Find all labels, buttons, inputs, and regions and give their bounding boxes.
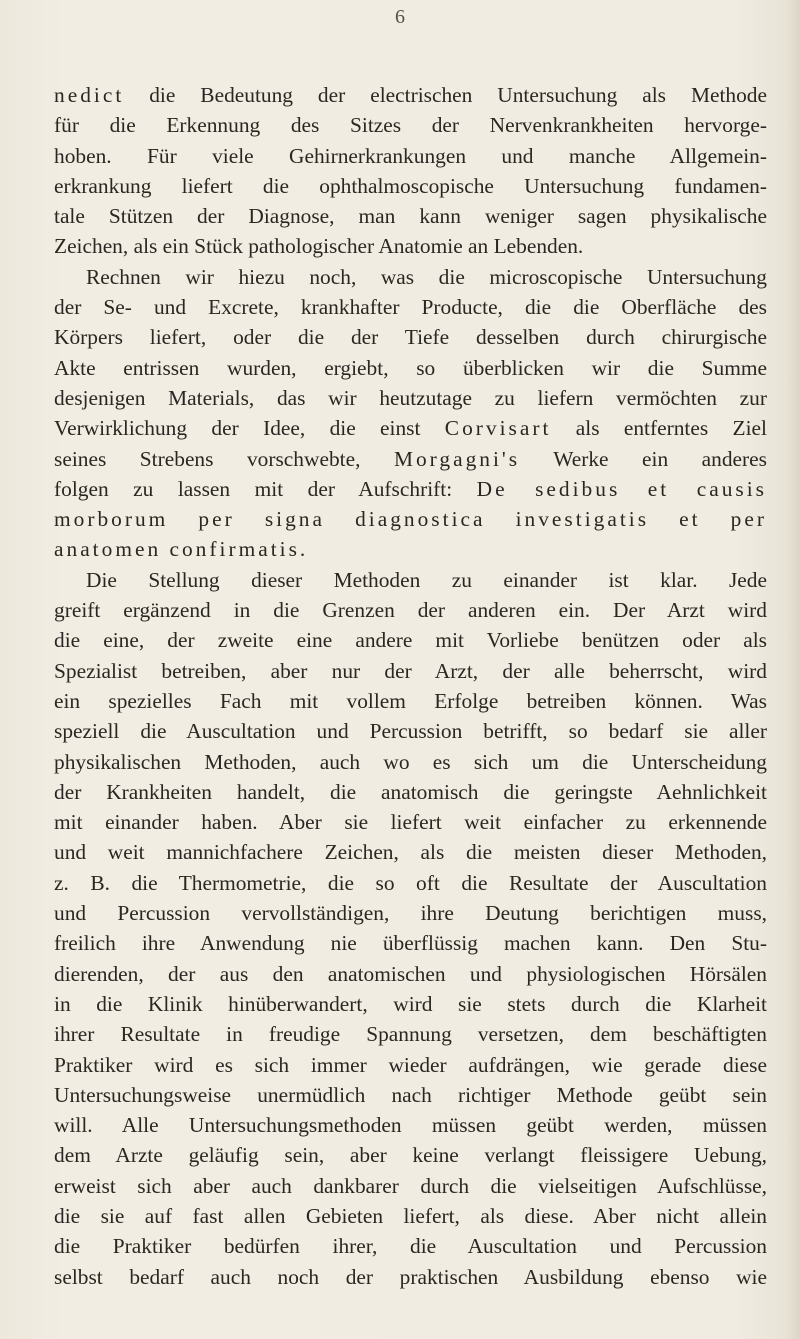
text-run: die Bedeutung der electrischen Untersuchung als Methode [124,83,767,107]
text-run: mit einander haben. Aber sie liefert weit einfacher zu erkennende [54,810,767,835]
text-run: die Praktiker bedürfen ihrer, die Auscultation und Percussion [54,1234,767,1259]
text-line [54,292,767,322]
text-line [54,595,767,625]
text-run: in die Klinik hinüberwandert, wird sie stets durch die Klarheit [54,991,767,1016]
text-line [54,1171,767,1201]
text-line [54,837,767,867]
text-line [54,686,767,716]
text-line [54,444,767,474]
emphasized-text: nedict [54,83,125,107]
emphasized-text: Corvisart [444,416,552,441]
text-run: speziell die Auscultation und Percussion betrifft, so bedarf sie aller [54,719,767,744]
text-run: Akte entrissen wurden, ergiebt, so überblicken wir die Summe [54,355,767,380]
text-run: Untersuchungsweise unermüdlich nach richtiger Methode geübt sein [54,1082,767,1107]
text-run: der Se- und Excrete, krankhafter Producte, die die Oberfläche des [54,295,767,320]
text-run: für die Erkennung des Sitzes der Nervenkrankheiten hervorge- [54,113,767,138]
text-line [54,201,767,231]
text-line [54,1201,767,1231]
text-run: folgen zu lassen mit der Aufschrift: [54,476,477,501]
text-line [54,262,767,292]
text-run: und Percussion vervollständigen, ihre Deutung berichtigen muss, [54,901,767,926]
text-run: hoben. Für viele Gehirnerkrankungen und manche Allgemein- [54,143,767,168]
text-run: freilich ihre Anwendung nie überflüssig machen kann. Den Stu- [54,931,767,956]
text-run: Zeichen, als ein Stück pathologischer Anatomie an Lebenden. [54,234,584,259]
text-run: physikalischen Methoden, auch wo es sich um die Unterscheidung [54,749,767,774]
text-line [54,868,767,898]
text-run: die sie auf fast allen Gebieten liefert, als diese. Aber nicht allein [54,1203,767,1228]
text-line [54,80,767,110]
text-line [54,1050,767,1080]
text-run: selbst bedarf auch noch der praktischen Ausbildung ebenso wie [54,1264,767,1289]
text-line [54,353,767,383]
text-run: als entferntes Ziel [551,416,767,441]
text-line [54,656,767,686]
page-edge-shadow [786,0,800,1339]
text-run: desjenigen Materials, das wir heutzutage zu liefern vermöchten zur [54,385,767,410]
text-run: Praktiker wird es sich immer wieder aufdrängen, wie gerade diese [54,1052,767,1077]
emphasized-text: morborum per signa diagnostica investigatis et per [54,507,767,532]
text-line [54,625,767,655]
text-run: Spezialist betreiben, aber nur der Arzt, der alle beherrscht, wird [54,658,767,683]
text-line [54,1019,767,1049]
text-line [54,1080,767,1110]
text-line [54,1110,767,1140]
text-run: seines Strebens vorschwebte, [54,446,394,471]
text-line [54,716,767,746]
text-line [54,1231,767,1261]
text-run: die eine, der zweite eine andere mit Vorliebe benützen oder als [54,628,767,653]
text-line [54,171,767,201]
text-line [54,141,767,171]
emphasized-text: anatomen confirmatis. [54,537,309,562]
text-run: Körpers liefert, oder die der Tiefe desselben durch chirurgische [54,325,767,350]
text-run: und weit mannichfachere Zeichen, als die meisten dieser Methoden, [54,840,767,865]
emphasized-text: De sedibus et causis [476,476,767,501]
text-line [54,1140,767,1170]
text-run: Rechnen wir hiezu noch, was die microscopische Untersuchung [86,264,767,289]
text-line [54,383,767,413]
text-run: ein spezielles Fach mit vollem Erfolge betreiben können. Was [54,688,767,713]
text-run: erweist sich aber auch dankbarer durch die vielseitigen Aufschlüsse, [54,1173,767,1198]
text-line [54,1262,767,1292]
text-line [54,928,767,958]
emphasized-text: Morgagni's [393,446,521,471]
text-run: greift ergänzend in die Grenzen der anderen ein. Der Arzt wird [54,598,767,623]
text-run: will. Alle Untersuchungsmethoden müssen geübt werden, müssen [54,1113,767,1138]
text-line [54,534,767,564]
text-run: Werke ein anderes [520,446,767,471]
page-number: 6 [395,6,405,28]
text-run: ihrer Resultate in freudige Spannung versetzen, dem beschäftigten [54,1022,767,1047]
text-line [54,747,767,777]
text-line [54,504,767,534]
text-line [54,989,767,1019]
body-text [54,80,767,1292]
text-run: der Krankheiten handelt, die anatomisch die geringste Aehnlichkeit [54,779,767,804]
text-line [54,110,767,140]
text-run: z. B. die Thermometrie, die so oft die Resultate der Auscultation [54,870,767,895]
text-line [54,474,767,504]
text-run: erkrankung liefert die ophthalmoscopische Untersuchung fundamen- [54,173,767,198]
text-line [54,777,767,807]
text-line [54,807,767,837]
text-line [54,565,767,595]
text-line [54,898,767,928]
text-run: tale Stützen der Diagnose, man kann weniger sagen physikalische [54,204,767,229]
text-line [54,413,767,443]
text-run: dem Arzte geläufig sein, aber keine verlangt fleissigere Uebung, [54,1143,767,1168]
text-line [54,231,767,261]
text-run: Verwirklichung der Idee, die einst [54,416,445,441]
text-line [54,322,767,352]
text-run: Die Stellung dieser Methoden zu einander ist klar. Jede [86,567,767,592]
text-run: dierenden, der aus den anatomischen und physiologischen Hörsälen [54,961,767,986]
text-line [54,959,767,989]
